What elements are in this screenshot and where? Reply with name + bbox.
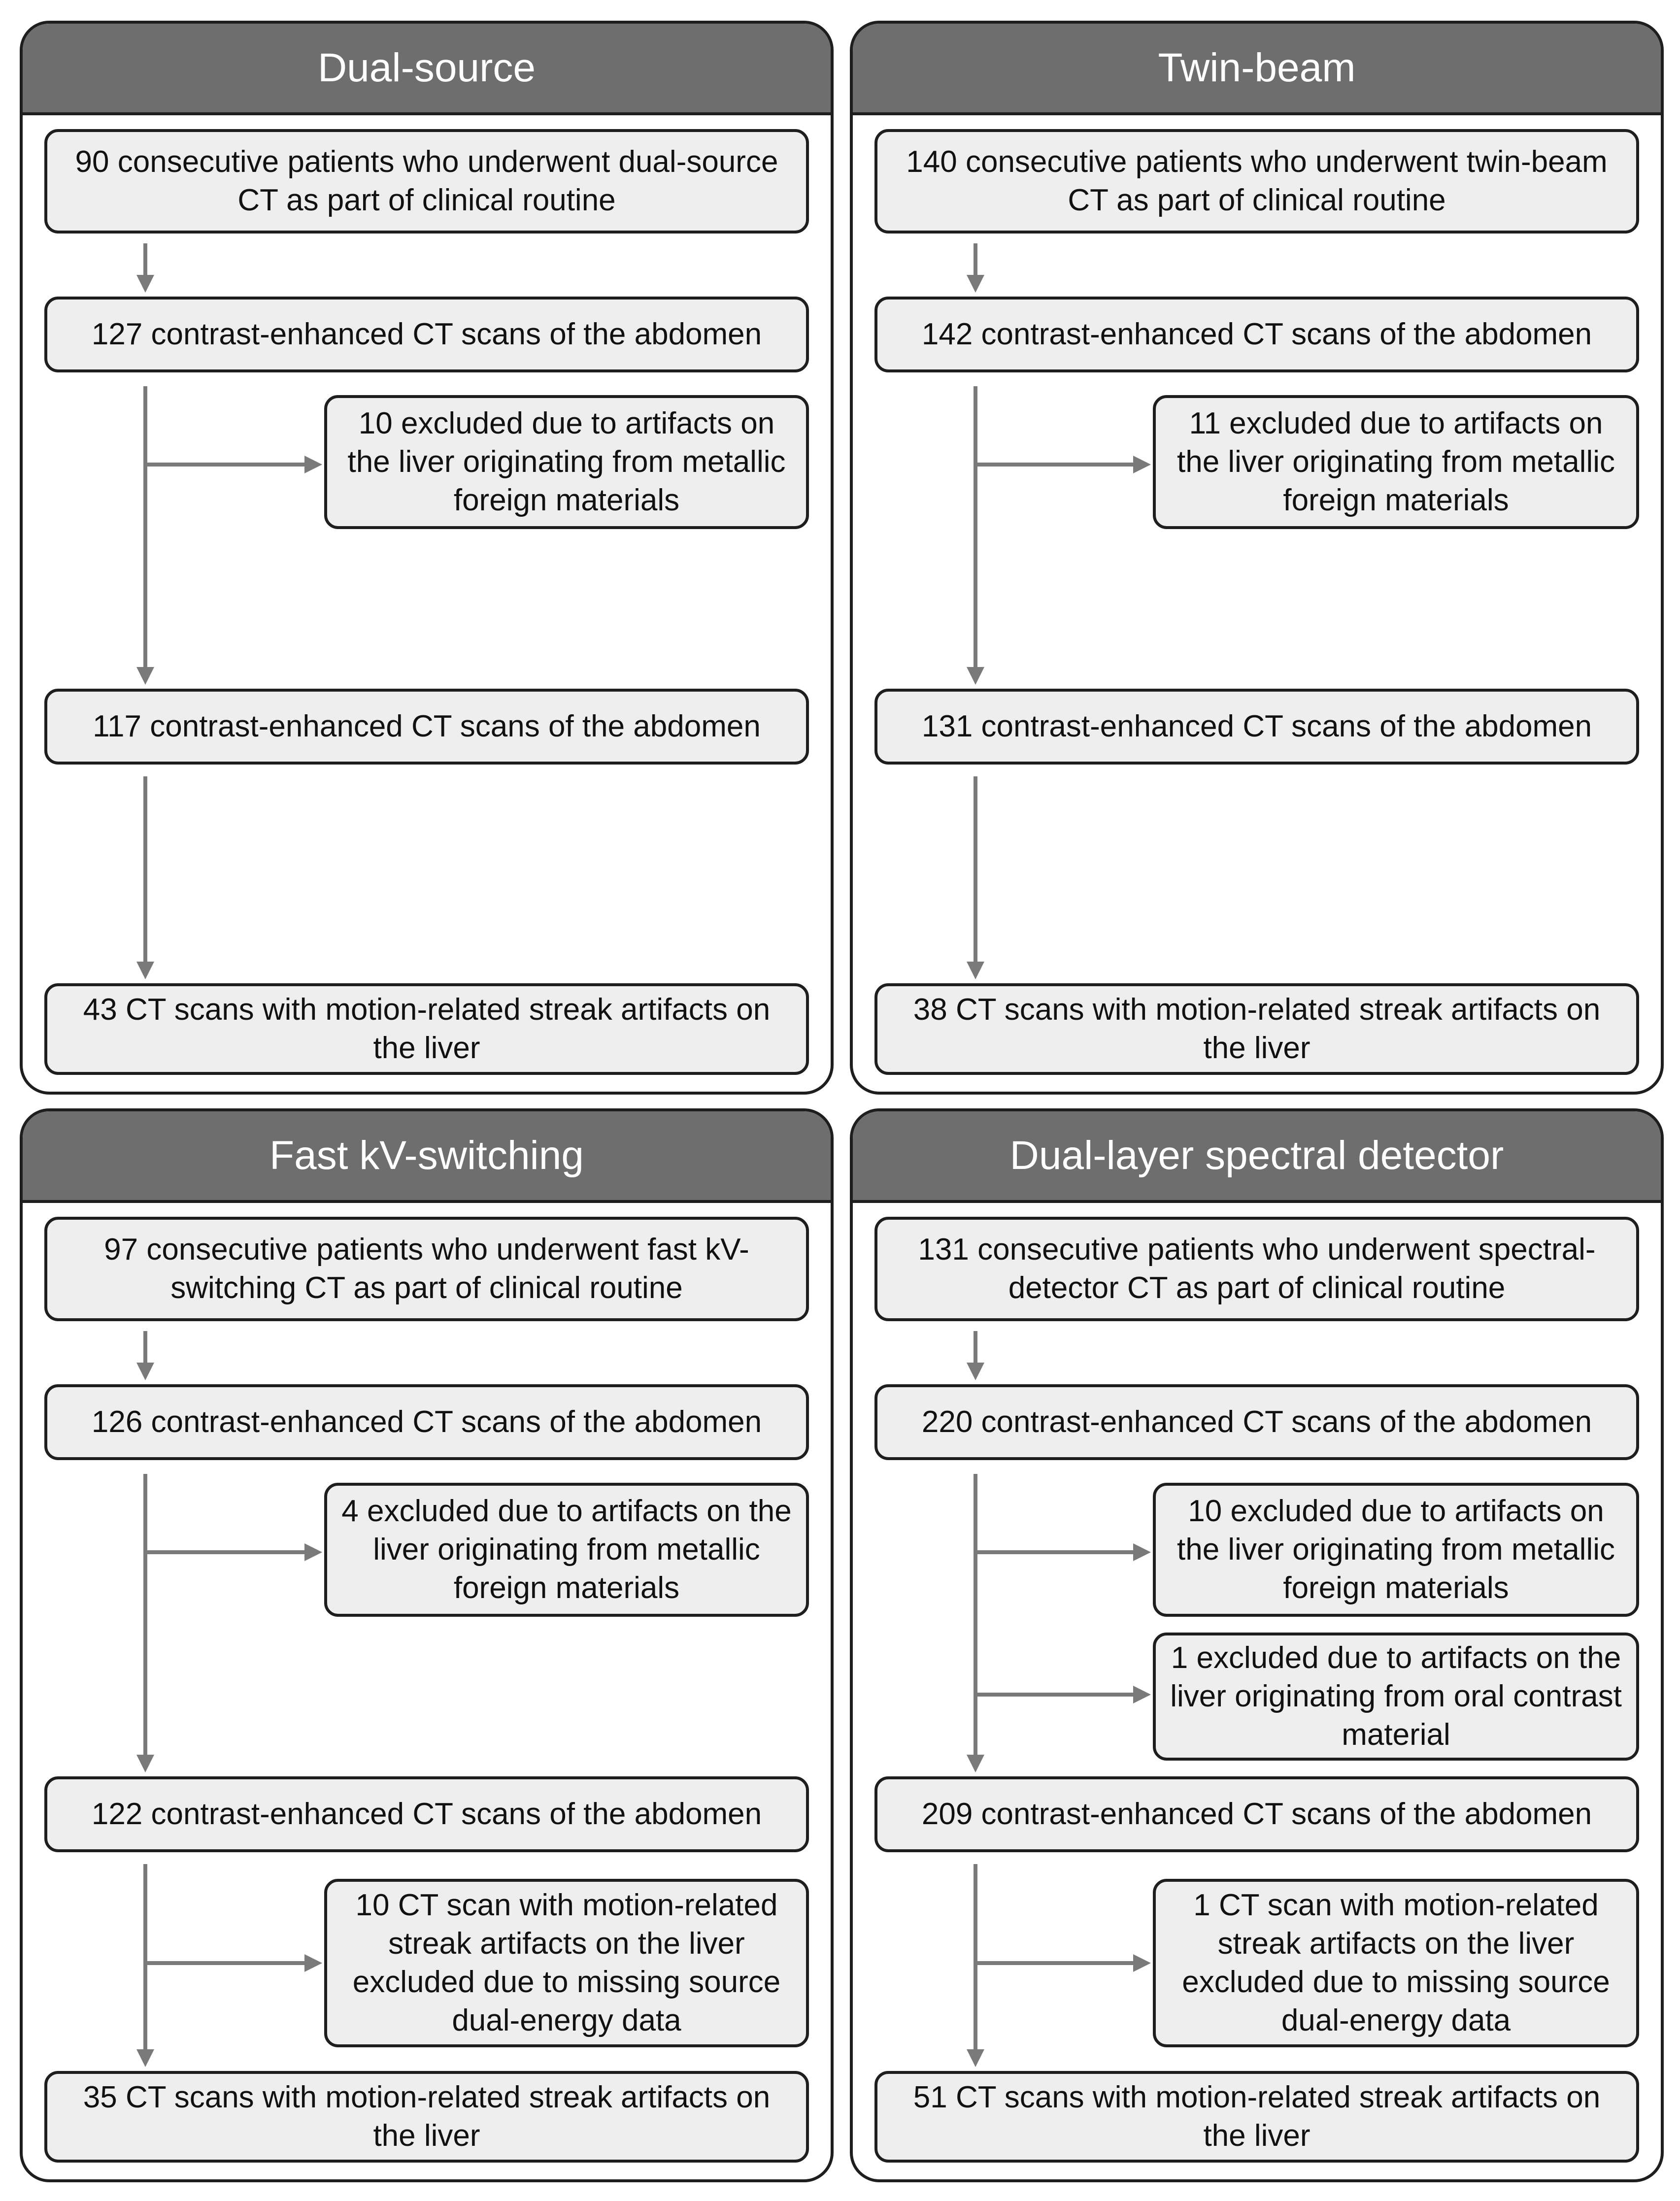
panel-title: Twin-beam: [853, 24, 1661, 115]
remaining-scans-box: 117 contrast-enhanced CT scans of the abdomen: [44, 689, 809, 765]
contrast-scans-box: 142 contrast-enhanced CT scans of the abdomen: [874, 297, 1639, 372]
final-scans-box: 38 CT scans with motion-related streak artifacts on the liver: [874, 983, 1639, 1075]
remaining-scans-box: 209 contrast-enhanced CT scans of the abdomen: [874, 1776, 1639, 1852]
contrast-scans-box: 220 contrast-enhanced CT scans of the abdomen: [874, 1384, 1639, 1460]
metallic-exclusion-box: 11 excluded due to artifacts on the liver originating from metallic foreign materials: [1153, 395, 1639, 529]
metallic-exclusion-box: 10 excluded due to artifacts on the liver originating from metallic foreign materials: [1153, 1483, 1639, 1617]
final-scans-box: 35 CT scans with motion-related streak artifacts on the liver: [44, 2071, 809, 2163]
panel-title: Dual-source: [23, 24, 831, 115]
initial-patients-box: 140 consecutive patients who underwent twin-beam CT as part of clinical routine: [874, 129, 1639, 233]
missing-data-exclusion-box: 1 CT scan with motion-related streak artifacts on the liver excluded due to missing source dual-energy data: [1153, 1879, 1639, 2047]
metallic-exclusion-box: 10 excluded due to artifacts on the liver originating from metallic foreign materials: [324, 395, 809, 529]
oral-contrast-exclusion-box: 1 excluded due to artifacts on the liver originating from oral contrast material: [1153, 1633, 1639, 1761]
initial-patients-box: 90 consecutive patients who underwent dual-source CT as part of clinical routine: [44, 129, 809, 233]
contrast-scans-box: 126 contrast-enhanced CT scans of the abdomen: [44, 1384, 809, 1460]
missing-data-exclusion-box: 10 CT scan with motion-related streak artifacts on the liver excluded due to missing source dual-energy data: [324, 1879, 809, 2047]
final-scans-box: 43 CT scans with motion-related streak artifacts on the liver: [44, 983, 809, 1075]
initial-patients-box: 97 consecutive patients who underwent fast kV-switching CT as part of clinical routine: [44, 1217, 809, 1321]
panel-title: Dual-layer spectral detector: [853, 1111, 1661, 1203]
final-scans-box: 51 CT scans with motion-related streak artifacts on the liver: [874, 2071, 1639, 2163]
panel-title: Fast kV-switching: [23, 1111, 831, 1203]
metallic-exclusion-box: 4 excluded due to artifacts on the liver originating from metallic foreign materials: [324, 1483, 809, 1617]
remaining-scans-box: 131 contrast-enhanced CT scans of the abdomen: [874, 689, 1639, 765]
initial-patients-box: 131 consecutive patients who underwent spectral-detector CT as part of clinical routine: [874, 1217, 1639, 1321]
contrast-scans-box: 127 contrast-enhanced CT scans of the abdomen: [44, 297, 809, 372]
remaining-scans-box: 122 contrast-enhanced CT scans of the abdomen: [44, 1776, 809, 1852]
